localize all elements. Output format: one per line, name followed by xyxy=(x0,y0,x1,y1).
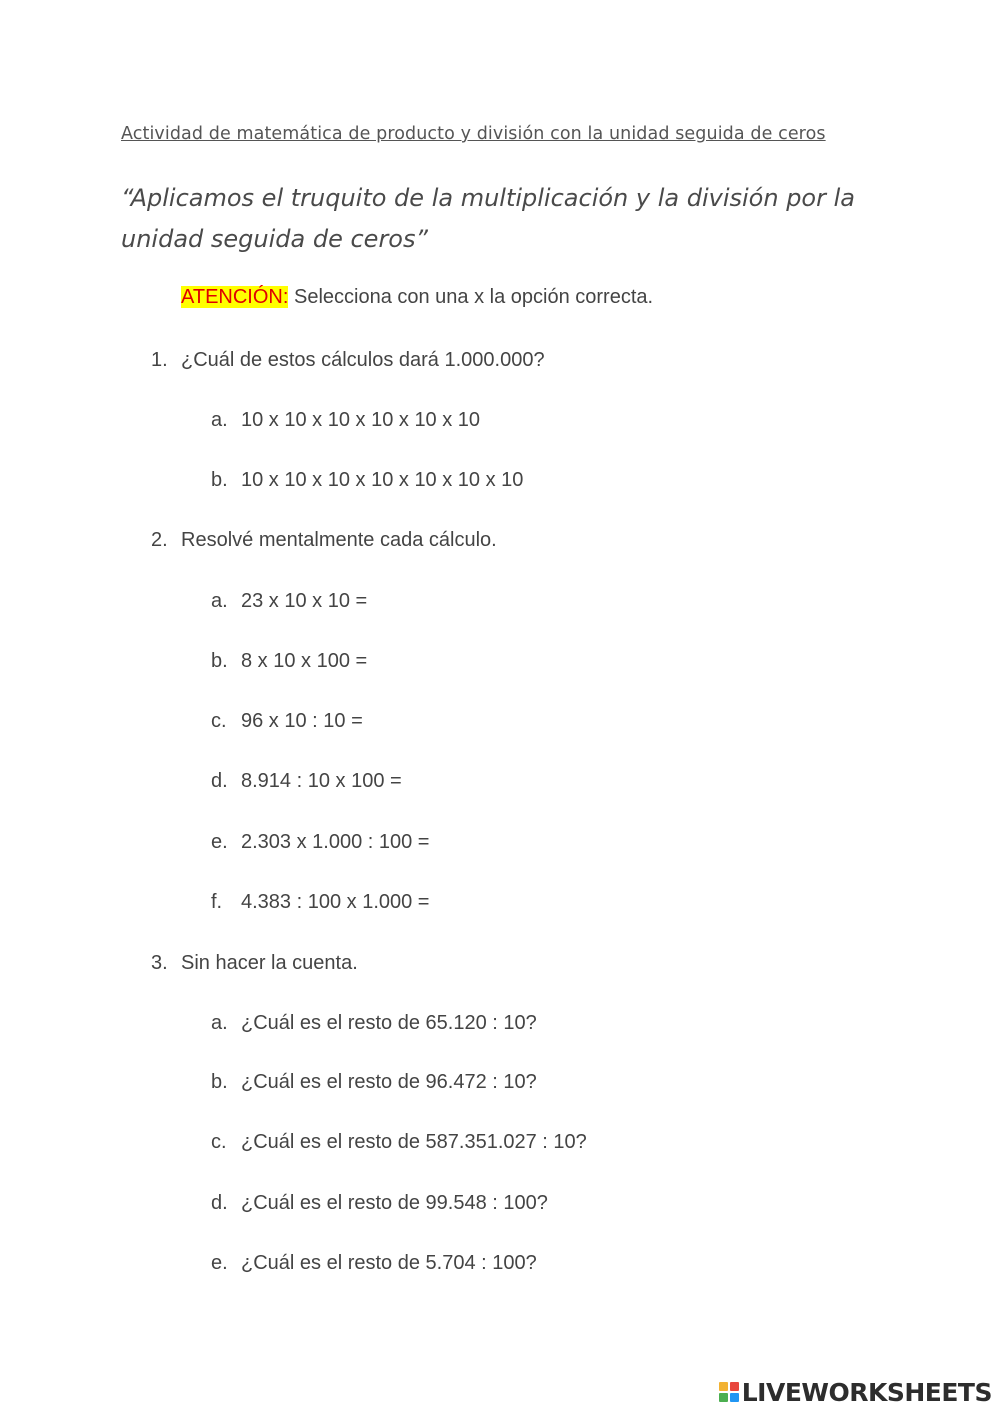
question-number: 3. xyxy=(151,952,168,974)
item-letter: e. xyxy=(211,831,228,853)
item-text: ¿Cuál es el resto de 99.548 : 100? xyxy=(241,1192,548,1214)
item-text: 96 x 10 : 10 = xyxy=(241,710,363,732)
logo-square xyxy=(719,1382,728,1391)
item-letter: d. xyxy=(211,1192,228,1214)
question-text: Sin hacer la cuenta. xyxy=(181,952,358,974)
item-2d xyxy=(211,770,402,793)
item-letter: d. xyxy=(211,770,228,792)
logo-text: LIVEWORKSHEETS xyxy=(741,1377,992,1407)
item-text: 23 x 10 x 10 = xyxy=(241,590,368,612)
option-letter: b. xyxy=(211,469,228,491)
option-text: 10 x 10 x 10 x 10 x 10 x 10 x 10 xyxy=(241,469,524,491)
logo-square xyxy=(719,1393,728,1402)
item-3e xyxy=(211,1252,537,1275)
question-text: Resolvé mentalmente cada cálculo. xyxy=(181,529,497,551)
item-2a xyxy=(211,590,367,613)
instruction xyxy=(181,286,653,309)
option-letter: a. xyxy=(211,409,228,431)
instruction-text: Selecciona con una x la opción correcta. xyxy=(288,286,654,308)
worksheet-subtitle: Actividad de matemática de producto y división con la unidad seguida de ceros xyxy=(121,124,826,144)
logo-square xyxy=(730,1393,739,1402)
liveworksheets-logo-icon xyxy=(719,1382,739,1402)
logo-square xyxy=(730,1382,739,1391)
item-text: ¿Cuál es el resto de 5.704 : 100? xyxy=(241,1252,537,1274)
item-3c xyxy=(211,1131,587,1154)
item-3b xyxy=(211,1071,537,1094)
item-letter: c. xyxy=(211,710,227,732)
item-2b xyxy=(211,650,367,673)
item-letter: a. xyxy=(211,1012,228,1034)
item-text: 2.303 x 1.000 : 100 = xyxy=(241,831,430,853)
option-1b[interactable] xyxy=(211,469,523,492)
option-1a[interactable] xyxy=(211,409,480,432)
question-text: ¿Cuál de estos cálculos dará 1.000.000? xyxy=(181,349,545,371)
item-text: ¿Cuál es el resto de 587.351.027 : 10? xyxy=(241,1131,587,1153)
attention-label: ATENCIÓN: xyxy=(181,286,289,308)
item-text: ¿Cuál es el resto de 96.472 : 10? xyxy=(241,1071,537,1093)
item-letter: c. xyxy=(211,1131,227,1153)
item-letter: b. xyxy=(211,650,228,672)
item-text: 8.914 : 10 x 100 = xyxy=(241,770,402,792)
item-letter: e. xyxy=(211,1252,228,1274)
item-letter: a. xyxy=(211,590,228,612)
question-number: 2. xyxy=(151,529,168,551)
item-3a xyxy=(211,1012,537,1035)
item-2e xyxy=(211,831,430,854)
option-text: 10 x 10 x 10 x 10 x 10 x 10 xyxy=(241,409,481,431)
item-text: ¿Cuál es el resto de 65.120 : 10? xyxy=(241,1012,537,1034)
item-text: 4.383 : 100 x 1.000 = xyxy=(241,891,430,913)
liveworksheets-logo[interactable] xyxy=(719,1377,992,1407)
item-2f xyxy=(211,891,430,914)
question-1 xyxy=(151,349,545,372)
item-2c xyxy=(211,710,363,733)
item-text: 8 x 10 x 100 = xyxy=(241,650,368,672)
question-number: 1. xyxy=(151,349,168,371)
item-3d xyxy=(211,1192,548,1215)
worksheet-title: “Aplicamos el truquito de la multiplicación y la división por la unidad seguida de ceros” xyxy=(121,184,855,253)
item-letter: f. xyxy=(211,891,223,913)
question-2 xyxy=(151,529,497,552)
question-3 xyxy=(151,952,358,975)
item-letter: b. xyxy=(211,1071,228,1093)
